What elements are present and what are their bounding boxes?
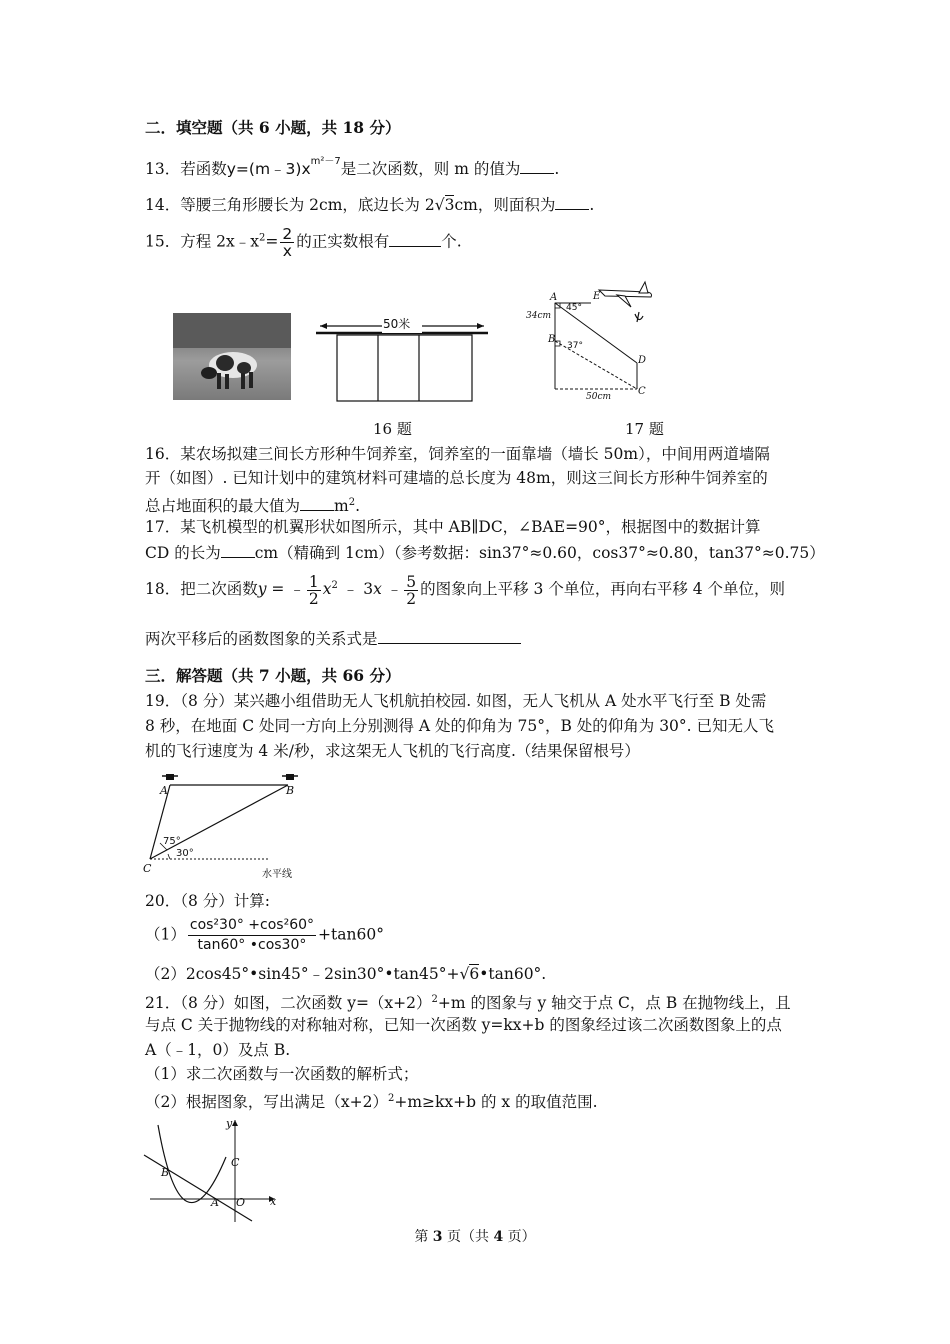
q15-number: 15． (145, 232, 181, 251)
q18-pre: 18．把二次函数 (145, 580, 258, 599)
q18-eq: = ﹣ (266, 580, 305, 599)
figure-17-label-c: C (638, 386, 646, 397)
q21-line-1 (145, 990, 791, 1013)
q20-p2-radicand: 6 (469, 965, 480, 983)
figure-21-label-a: A (211, 1196, 219, 1209)
q13-function: y=(m﹣3)x (226, 160, 311, 179)
figure-21-label-b: B (161, 1166, 170, 1179)
q15-post: 的正实数根有 (296, 232, 390, 251)
cow-photo (173, 313, 291, 400)
q15-equals: = (265, 232, 279, 251)
q20-part-1 (145, 916, 384, 955)
figure-19-angle-30: 30° (176, 848, 194, 859)
figure-17-label-b: B (548, 334, 556, 345)
q21-line-5-pre: （2）根据图象，写出满足（x+2） (145, 1093, 388, 1112)
figure-17-label-a: A (550, 292, 558, 303)
q16-unit: m (334, 497, 349, 516)
q16-line-3-pre: 总占地面积的最大值为 (145, 497, 301, 516)
figure-19-label-a: A (160, 784, 168, 797)
footer-post: 页） (503, 1229, 536, 1245)
q15-fraction (280, 226, 294, 259)
q18-fraction-1 (307, 574, 321, 607)
q18-line-2 (145, 628, 521, 649)
q14-post: cm，则面积为 (454, 196, 556, 214)
q15-numerator: 2 (282, 225, 293, 243)
figure-21-label-c: C (231, 1156, 240, 1169)
figure-17-angle-45: 45° (566, 303, 582, 313)
q20-p2-post: •tan60°. (479, 965, 547, 983)
q18-x-squared: x (322, 580, 332, 599)
q17-line-2-pre: CD 的长为 (145, 544, 221, 562)
section2-title: 二．填空题（共 6 小题，共 18 分） (145, 118, 401, 137)
q17-line-2 (145, 542, 825, 563)
figure-17-label-e: E (593, 291, 601, 302)
figure-19-angle-75: 75° (163, 836, 181, 847)
figure-17-height-label: 34cm (526, 311, 552, 321)
q20-p1-numerator: cos²30° +cos²60° (188, 916, 316, 936)
q20-p2-pre: （2）2cos45°•sin45°﹣2sin30°•tan45°+ (145, 965, 460, 983)
q15-square: 2 (259, 232, 266, 244)
q18-fraction-2 (404, 574, 418, 607)
q16-unit-square: 2 (348, 497, 356, 508)
footer-pre: 第 (414, 1229, 433, 1245)
q21-line-2: 与点 C 关于抛物线的对称轴对称，已知一次函数 y=kx+b 的图象经过该二次函数图象上的点 (145, 1016, 782, 1034)
q18-square: 2 (331, 580, 338, 591)
q13-post: 是二次函数，则 m 的值为 (340, 160, 521, 179)
q20-p1-denominator: tan60° •cos30° (197, 937, 307, 953)
q20-p2-sqrt-sign: √ (459, 965, 470, 983)
question-13 (145, 156, 559, 179)
figure-16-length-label: 50米 (383, 317, 411, 331)
q15-pre: 方程 2x﹣x (180, 232, 260, 251)
figure-17-caption: 17 题 (625, 420, 664, 438)
figure-17-width-label: 50cm (586, 392, 612, 402)
q21-line-1-square: 2 (431, 994, 438, 1005)
q18-numerator-1: 1 (308, 572, 319, 591)
q18-line-2-text: 两次平移后的函数图象的关系式是 (145, 630, 378, 648)
figure-17-label-d: D (638, 355, 647, 366)
q17-line-1: 17．某飞机模型的机翼形状如图所示，其中 AB∥DC，∠BAE=90°，根据图中的数据计算 (145, 518, 761, 536)
q18-numerator-2: 5 (406, 572, 417, 591)
q20-p1-fraction (188, 916, 316, 955)
airplane-icon (599, 282, 652, 322)
q18-minus: ﹣ (381, 580, 403, 599)
q18-post: 的图象向上平移 3 个单位，再向右平移 4 个单位，则 (420, 580, 786, 599)
figure-19-label-c: C (143, 862, 152, 875)
q19-line-2: 8 秒，在地面 C 处同一方向上分别测得 A 处的仰角为 75°，B 处的仰角为 30°. 已知无人飞 (145, 717, 775, 735)
q20-p1-label: （1） (145, 925, 186, 944)
page-footer (0, 1227, 950, 1247)
q18-denominator-1: 2 (308, 589, 319, 608)
q13-end: . (554, 160, 560, 179)
q21-line-5-square: 2 (387, 1093, 395, 1104)
q13-pre: 若函数 (180, 160, 227, 179)
figure-19-horizon-label: 水平线 (262, 869, 292, 880)
q16-line-1: 16．某农场拟建三间长方形种牛饲养室，饲养室的一面靠墙（墙长 50m），中间用两道墙隔 (145, 445, 770, 463)
question-15 (145, 226, 462, 259)
q14-sqrt-sign: √ (434, 196, 445, 214)
q20-p1-post: +tan60° (318, 925, 384, 944)
cow-silhouette (173, 313, 291, 400)
q15-end: 个. (441, 232, 462, 251)
q20-heading: 20．（8 分）计算: (145, 892, 270, 910)
q21-line-5 (145, 1089, 598, 1112)
q20-part-2 (145, 964, 546, 984)
q14-answer-blank[interactable] (555, 194, 589, 210)
figure-19-label-b: B (286, 784, 295, 797)
section3-title: 三．解答题（共 7 小题，共 66 分） (145, 666, 401, 685)
figure-16-caption: 16 题 (373, 420, 412, 438)
figure-21-label-y: y (226, 1117, 233, 1130)
q18-mid: ﹣ 3 (337, 580, 374, 599)
q13-number: 13． (145, 160, 181, 179)
q14-end: . (589, 196, 595, 214)
q15-denominator: x (282, 242, 292, 260)
q17-line-2-post: cm（精确到 1cm）（参考数据：sin37°≈0.60，cos37°≈0.80，tan37°≈0.75） (254, 544, 825, 562)
footer-mid: 页（共 (442, 1229, 494, 1245)
q19-line-1: 19．（8 分）某兴趣小组借助无人飞机航拍校园. 如图，无人飞机从 A 处水平飞行至 B 处需 (145, 692, 767, 710)
q16-end: . (355, 497, 361, 516)
footer-total-pages: 4 (493, 1229, 504, 1245)
figure-21-label-o: O (236, 1196, 246, 1209)
q18-y: y (257, 580, 267, 599)
q18-denominator-2: 2 (406, 589, 417, 608)
q18-answer-blank[interactable] (378, 628, 521, 644)
q16-line-2: 开（如图）. 已知计划中的建筑材料可建墙的总长度为 48m，则这三间长方形种牛饲养室的 (145, 469, 768, 487)
q17-answer-blank[interactable] (221, 542, 255, 558)
q21-line-4: （1）求二次函数与一次函数的解析式； (145, 1065, 419, 1083)
q18-x: x (373, 580, 382, 599)
figure-17-angle-37: 37° (567, 341, 583, 351)
q13-answer-blank[interactable] (520, 158, 554, 174)
drone-icon (162, 774, 298, 780)
q21-line-3: A（﹣1，0）及点 B. (145, 1041, 291, 1059)
q21-line-1-post: +m 的图象与 y 轴交于点 C，点 B 在抛物线上，且 (437, 994, 791, 1013)
q14-radicand: 3 (444, 196, 455, 214)
q15-answer-blank[interactable] (389, 231, 441, 247)
q13-exponent: m²－7 (310, 156, 341, 167)
question-14 (145, 194, 594, 215)
q16-answer-blank[interactable] (300, 495, 334, 511)
q14-pre: 等腰三角形腰长为 2cm，底边长为 2 (180, 196, 435, 214)
q16-line-3 (145, 493, 360, 516)
q21-line-1-pre: 21．（8 分）如图，二次函数 y=（x+2） (145, 994, 432, 1013)
q21-line-5-post: +m≥kx+b 的 x 的取值范围. (394, 1093, 598, 1112)
q19-line-3: 机的飞行速度为 4 米/秒，求这架无人飞机的飞行高度.（结果保留根号） (145, 742, 640, 760)
question-18 (145, 573, 785, 607)
footer-page-number: 3 (432, 1229, 443, 1245)
figure-21-label-x: x (270, 1195, 277, 1208)
q14-number: 14． (145, 196, 181, 214)
